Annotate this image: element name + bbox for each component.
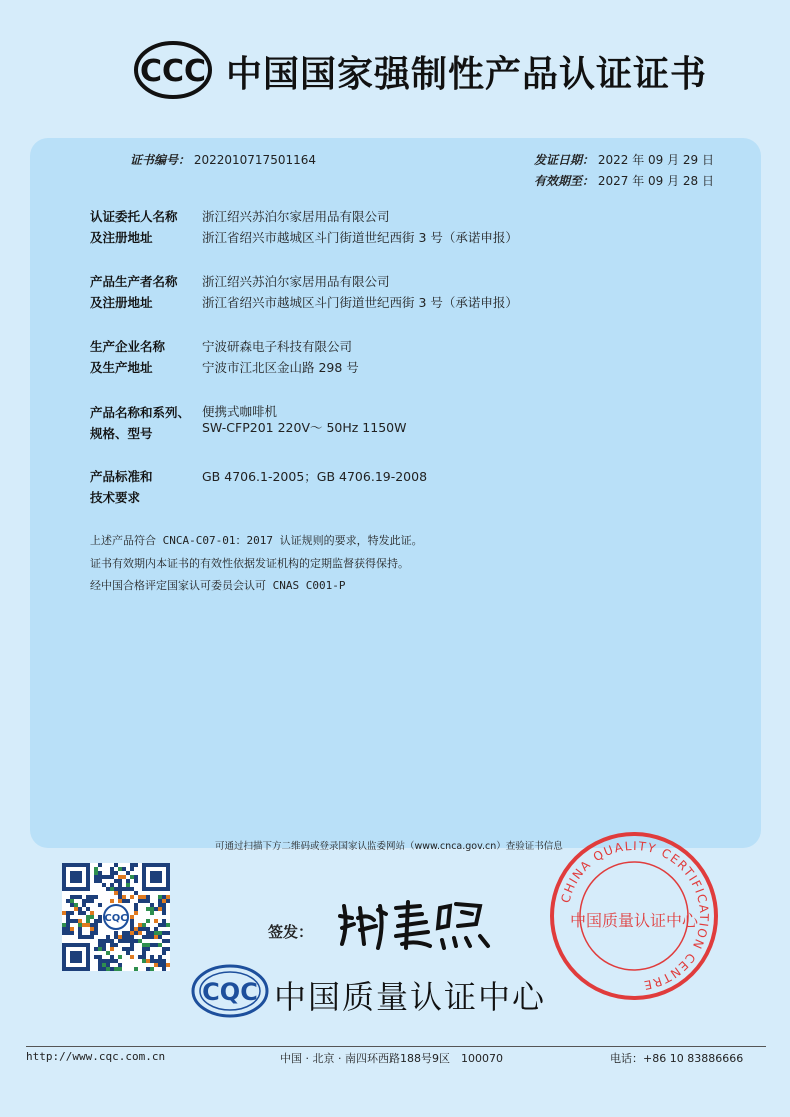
svg-text:CCC: CCC bbox=[139, 54, 207, 89]
issue-date-label: 发证日期： bbox=[534, 153, 595, 167]
field-label: 规格、型号 bbox=[90, 426, 153, 441]
field-label: 及注册地址 bbox=[90, 295, 153, 310]
svg-text:CHINA QUALITY CERTIFICATION CE: CHINA QUALITY CERTIFICATION CENTRE bbox=[558, 838, 712, 993]
field-label: 及生产地址 bbox=[90, 360, 153, 375]
expiry-date: 2027 年 09 月 28 日 bbox=[597, 174, 714, 188]
field-label: 产品标准和 bbox=[90, 469, 153, 484]
footer-divider bbox=[26, 1046, 766, 1047]
svg-text:中国质量认证中心: 中国质量认证中心 bbox=[569, 911, 699, 930]
qr-center-logo: CQC bbox=[104, 913, 128, 924]
note-line: 上述产品符合 CNCA-C07-01：2017 认证规则的要求，特发此证。 bbox=[90, 534, 423, 547]
issuer-name: 中国质量认证中心 bbox=[274, 978, 547, 1016]
field-label: 技术要求 bbox=[90, 490, 141, 505]
field-label: 产品生产者名称 bbox=[90, 274, 178, 289]
field-value: 浙江绍兴苏泊尔家居用品有限公司 bbox=[202, 209, 390, 224]
field-label: 产品名称和系列、 bbox=[90, 405, 191, 420]
issue-date-row bbox=[534, 151, 714, 168]
certificate-number-row bbox=[130, 151, 316, 168]
certificate-title: 中国国家强制性产品认证证书 bbox=[226, 54, 708, 95]
footer-address: 中国 · 北京 · 南四环西路188号9区 100070 bbox=[280, 1052, 503, 1065]
note-line: 经中国合格评定国家认可委员会认可 CNAS C001-P bbox=[90, 579, 346, 592]
field-value: 浙江绍兴苏泊尔家居用品有限公司 bbox=[202, 274, 390, 289]
note-line: 证书有效期内本证书的有效性依据发证机构的定期监督获得保持。 bbox=[90, 557, 409, 570]
footer-phone: 电话：+86 10 83886666 bbox=[610, 1052, 744, 1065]
signature-image bbox=[330, 896, 500, 956]
field-value: 浙江省绍兴市越城区斗门街道世纪西街 3 号（承诺申报） bbox=[202, 230, 518, 245]
field-value: SW-CFP201 220V～ 50Hz 1150W bbox=[202, 420, 407, 435]
field-value: GB 4706.1-2005；GB 4706.19-2008 bbox=[202, 469, 428, 484]
field-label: 及注册地址 bbox=[90, 230, 153, 245]
field-value: 便携式咖啡机 bbox=[202, 404, 278, 419]
field-value: 浙江省绍兴市越城区斗门街道世纪西街 3 号（承诺申报） bbox=[202, 295, 518, 310]
svg-text:CQC: CQC bbox=[202, 978, 258, 1006]
footer-website[interactable]: http://www.cqc.com.cn bbox=[26, 1050, 166, 1063]
ccc-logo bbox=[133, 40, 213, 100]
field-value: 宁波市江北区金山路 298 号 bbox=[202, 360, 359, 375]
certificate-number: 2022010717501164 bbox=[193, 153, 316, 167]
cqc-logo bbox=[190, 963, 270, 1019]
field-value: 宁波研森电子科技有限公司 bbox=[202, 339, 353, 354]
expiry-date-label: 有效期至： bbox=[534, 174, 595, 188]
qr-code[interactable] bbox=[62, 863, 170, 971]
certificate-number-label: 证书编号： bbox=[130, 153, 191, 167]
verify-text: 可通过扫描下方二维码或登录国家认监委网站（www.cnca.gov.cn）查验证书信息 bbox=[215, 841, 563, 852]
expiry-date-row bbox=[534, 172, 714, 189]
issue-date: 2022 年 09 月 29 日 bbox=[597, 153, 714, 167]
sign-label: 签发： bbox=[268, 923, 314, 941]
official-seal bbox=[548, 830, 720, 1002]
field-label: 认证委托人名称 bbox=[90, 209, 178, 224]
field-label: 生产企业名称 bbox=[90, 339, 166, 354]
